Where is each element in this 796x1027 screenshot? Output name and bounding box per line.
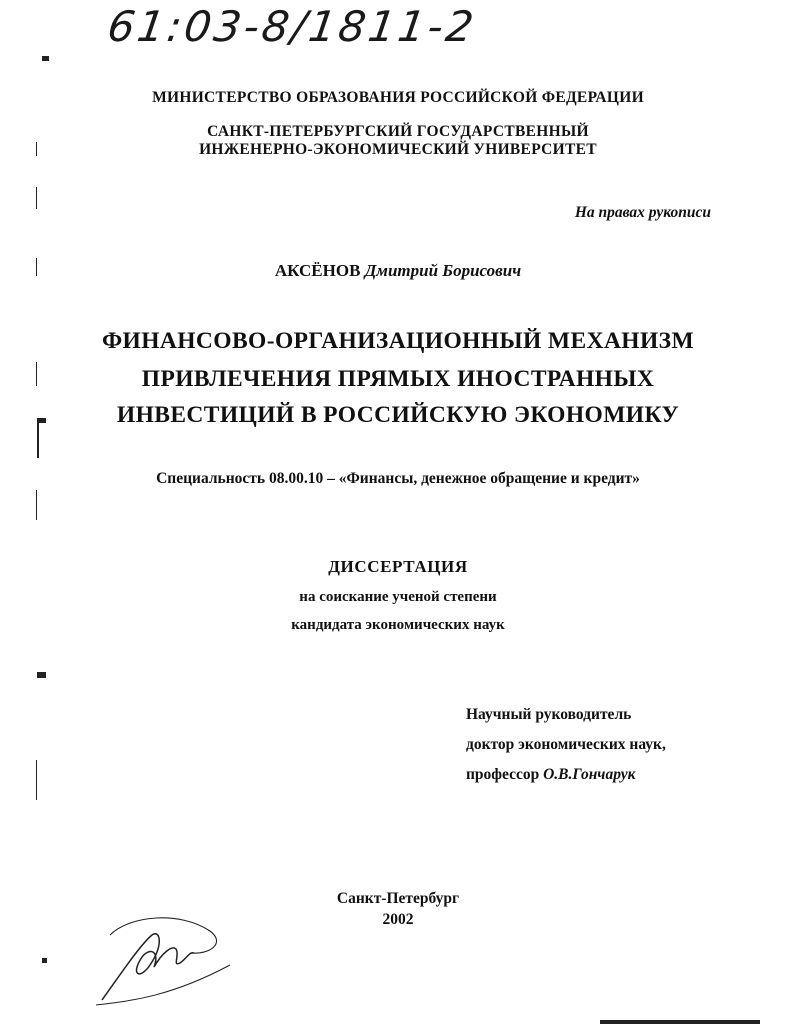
scan-mark xyxy=(36,760,37,800)
scan-edge-mark xyxy=(600,1020,760,1024)
degree-line-2: кандидата экономических наук xyxy=(291,617,505,633)
supervisor-line-3 xyxy=(466,766,635,784)
supervisor-line-2: доктор экономических наук, xyxy=(466,736,666,753)
handwritten-archive-number: 61:03-8/1811-2 xyxy=(104,2,480,51)
university-name-line-1: САНКТ-ПЕТЕРБУРГСКИЙ ГОСУДАРСТВЕННЫЙ xyxy=(207,123,589,140)
university-name-line-2: ИНЖЕНЕРНО-ЭКОНОМИЧЕСКИЙ УНИВЕРСИТЕТ xyxy=(199,141,597,158)
scan-mark xyxy=(36,187,37,209)
author-surname: АКСЁНОВ xyxy=(274,261,361,280)
year: 2002 xyxy=(382,911,414,928)
scan-speck xyxy=(37,672,46,678)
specialty: Специальность 08.00.10 – «Финансы, денежное обращение и кредит» xyxy=(156,470,640,487)
scan-mark xyxy=(36,142,37,156)
signature-scribble xyxy=(90,905,240,1010)
ministry-name: МИНИСТЕРСТВО ОБРАЗОВАНИЯ РОССИЙСКОЙ ФЕДЕРАЦИИ xyxy=(152,89,644,106)
scan-mark xyxy=(36,258,37,276)
scan-mark xyxy=(36,362,37,386)
manuscript-rights-note: На правах рукописи xyxy=(574,204,711,221)
author-given-names: Дмитрий Борисович xyxy=(364,261,522,280)
author-name xyxy=(0,261,796,281)
title-line-3: ИНВЕСТИЦИЙ В РОССИЙСКУЮ ЭКОНОМИКУ xyxy=(116,402,680,428)
scan-mark xyxy=(37,418,39,458)
degree-line-1: на соискание ученой степени xyxy=(299,589,497,605)
city: Санкт-Петербург xyxy=(336,890,460,907)
scan-speck xyxy=(42,958,47,963)
supervisor-rank: профессор xyxy=(466,766,540,783)
supervisor-name: О.В.Гончарук xyxy=(543,766,636,783)
title-line-1: ФИНАНСОВО-ОРГАНИЗАЦИОННЫЙ МЕХАНИЗМ xyxy=(101,328,695,354)
dissertation-heading: ДИССЕРТАЦИЯ xyxy=(328,557,468,576)
title-line-2: ПРИВЛЕЧЕНИЯ ПРЯМЫХ ИНОСТРАННЫХ xyxy=(141,366,655,392)
scan-speck xyxy=(42,56,49,61)
scan-mark xyxy=(36,490,37,520)
supervisor-line-1: Научный руководитель xyxy=(466,706,632,723)
